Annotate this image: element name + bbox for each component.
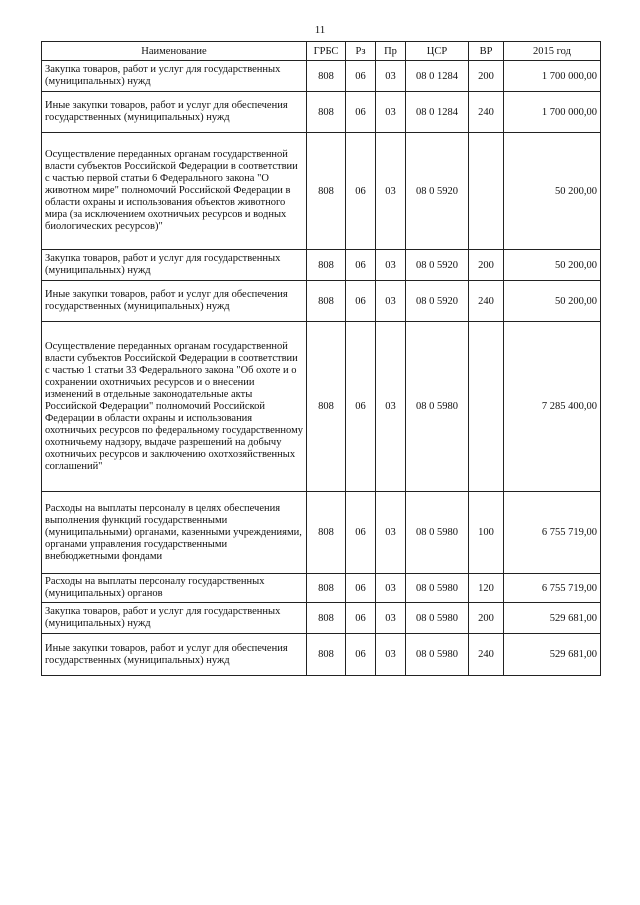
row-amount: 6 755 719,00 (504, 574, 601, 603)
budget-table (41, 41, 601, 676)
row-amount: 1 700 000,00 (504, 92, 601, 133)
row-amount: 1 700 000,00 (504, 61, 601, 92)
row-name: Осуществление переданных органам государственной власти субъектов Российской Федерации в соответствии с частью 1 статьи 33 Федерального закона "Об охоте и о сохранении охотничьих ресурсов и о внесении изменений в отдельные законодательные акты Российской Федерации" полномочий Российской Федерации в области охраны и использования охотничьих ресурсов по федеральному государственному охотничьему надзору, выдаче разрешений на добычу охотничьих ресурсов и заключению охотхозяйственных соглашений" (42, 322, 307, 492)
row-amount: 7 285 400,00 (504, 322, 601, 492)
row-vr: 120 (469, 574, 504, 603)
row-csr: 08 0 1284 (406, 92, 469, 133)
row-vr: 240 (469, 281, 504, 322)
row-amount: 50 200,00 (504, 250, 601, 281)
row-grbs: 808 (307, 322, 346, 492)
row-grbs: 808 (307, 250, 346, 281)
row-name: Иные закупки товаров, работ и услуг для обеспечения государственных (муниципальных) нужд (42, 634, 307, 676)
row-pr: 03 (376, 634, 406, 676)
row-grbs: 808 (307, 574, 346, 603)
header-grbs: ГРБС (307, 42, 346, 61)
row-rz: 06 (346, 492, 376, 574)
row-pr: 03 (376, 281, 406, 322)
header-year: 2015 год (504, 42, 601, 61)
row-csr: 08 0 5980 (406, 634, 469, 676)
row-pr: 03 (376, 603, 406, 634)
row-vr (469, 133, 504, 250)
row-pr: 03 (376, 250, 406, 281)
row-grbs: 808 (307, 634, 346, 676)
row-name: Иные закупки товаров, работ и услуг для обеспечения государственных (муниципальных) нужд (42, 281, 307, 322)
row-grbs: 808 (307, 603, 346, 634)
row-rz: 06 (346, 634, 376, 676)
row-csr: 08 0 5980 (406, 574, 469, 603)
header-row (42, 42, 601, 61)
row-vr: 200 (469, 250, 504, 281)
row-pr: 03 (376, 92, 406, 133)
table-row (42, 322, 601, 492)
row-rz: 06 (346, 603, 376, 634)
header-name: Наименование (42, 42, 307, 61)
table-row (42, 603, 601, 634)
row-vr: 240 (469, 92, 504, 133)
page-number: 11 (314, 24, 326, 36)
row-vr: 200 (469, 603, 504, 634)
row-grbs: 808 (307, 281, 346, 322)
row-rz: 06 (346, 250, 376, 281)
row-name: Закупка товаров, работ и услуг для государственных (муниципальных) нужд (42, 61, 307, 92)
row-pr: 03 (376, 61, 406, 92)
row-pr: 03 (376, 574, 406, 603)
row-vr: 200 (469, 61, 504, 92)
header-rz: Рз (346, 42, 376, 61)
row-grbs: 808 (307, 92, 346, 133)
row-grbs: 808 (307, 61, 346, 92)
row-vr: 100 (469, 492, 504, 574)
row-name: Закупка товаров, работ и услуг для государственных (муниципальных) нужд (42, 603, 307, 634)
row-name: Иные закупки товаров, работ и услуг для обеспечения государственных (муниципальных) нужд (42, 92, 307, 133)
row-pr: 03 (376, 133, 406, 250)
row-rz: 06 (346, 61, 376, 92)
table-row (42, 281, 601, 322)
table-row (42, 250, 601, 281)
table-row (42, 92, 601, 133)
row-grbs: 808 (307, 133, 346, 250)
row-vr: 240 (469, 634, 504, 676)
header-csr: ЦСР (406, 42, 469, 61)
row-name: Расходы на выплаты персоналу государственных (муниципальных) органов (42, 574, 307, 603)
row-name: Расходы на выплаты персоналу в целях обеспечения выполнения функций государственными (муниципальными) органами, казенными учреждениями, органами управления государственными внебюджетными фондами (42, 492, 307, 574)
row-csr: 08 0 1284 (406, 61, 469, 92)
row-amount: 529 681,00 (504, 634, 601, 676)
table-row (42, 634, 601, 676)
row-name: Закупка товаров, работ и услуг для государственных (муниципальных) нужд (42, 250, 307, 281)
row-amount: 50 200,00 (504, 281, 601, 322)
header-pr: Пр (376, 42, 406, 61)
row-rz: 06 (346, 133, 376, 250)
row-pr: 03 (376, 322, 406, 492)
row-csr: 08 0 5920 (406, 250, 469, 281)
table-row (42, 133, 601, 250)
row-grbs: 808 (307, 492, 346, 574)
row-csr: 08 0 5920 (406, 281, 469, 322)
table-row (42, 61, 601, 92)
row-amount: 529 681,00 (504, 603, 601, 634)
row-csr: 08 0 5980 (406, 322, 469, 492)
row-vr (469, 322, 504, 492)
row-csr: 08 0 5980 (406, 492, 469, 574)
row-amount: 6 755 719,00 (504, 492, 601, 574)
table-row (42, 492, 601, 574)
row-rz: 06 (346, 92, 376, 133)
row-rz: 06 (346, 322, 376, 492)
row-csr: 08 0 5980 (406, 603, 469, 634)
row-csr: 08 0 5920 (406, 133, 469, 250)
row-amount: 50 200,00 (504, 133, 601, 250)
table-row (42, 574, 601, 603)
row-rz: 06 (346, 281, 376, 322)
row-name: Осуществление переданных органам государственной власти субъектов Российской Федерации в соответствии с частью первой статьи 6 Федерального закона "О животном мире" полномочий Российской Федерации в области охраны и использования объектов животного мира (за исключением охотничьих ресурсов и водных биологических ресурсов)" (42, 133, 307, 250)
header-vr: ВР (469, 42, 504, 61)
row-pr: 03 (376, 492, 406, 574)
row-rz: 06 (346, 574, 376, 603)
